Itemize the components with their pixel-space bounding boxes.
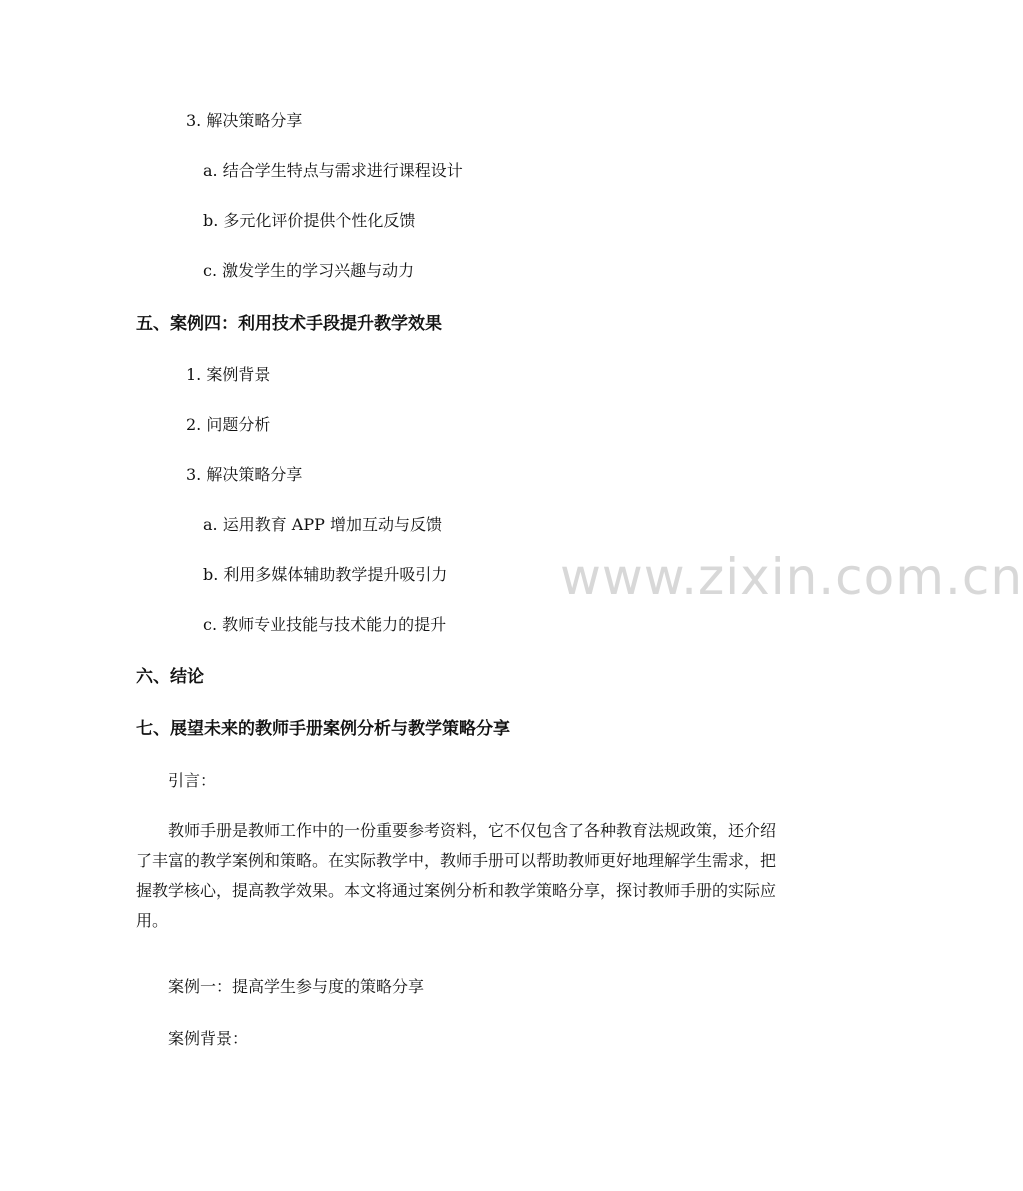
section-heading-6: 六、结论 (136, 667, 204, 687)
list-item-sub-a: a. 结合学生特点与需求进行课程设计 (203, 161, 463, 180)
watermark: www.zixin.com.cn (560, 548, 1023, 606)
list-item-sub-c-2: c. 教师专业技能与技术能力的提升 (203, 615, 447, 634)
list-item-background: 1. 案例背景 (186, 365, 271, 384)
case-one-title: 案例一：提高学生参与度的策略分享 (168, 977, 425, 996)
case-background-label: 案例背景： (168, 1029, 249, 1048)
list-item-sub-a-2: a. 运用教育 APP 增加互动与反馈 (203, 515, 442, 534)
list-item-sub-b: b. 多元化评价提供个性化反馈 (203, 211, 416, 230)
list-item-sub-c: c. 激发学生的学习兴趣与动力 (203, 261, 415, 280)
section-heading-7: 七、展望未来的教师手册案例分析与教学策略分享 (136, 719, 510, 739)
intro-label: 引言： (168, 771, 217, 790)
intro-paragraph: 教师手册是教师工作中的一份重要参考资料，它不仅包含了各种教育法规政策，还介绍了丰富的教学案例和策略。在实际教学中，教师手册可以帮助教师更好地理解学生需求，把握教学核心，提高教学效果。本文将通过案例分析和教学策略分享，探讨教师手册的实际应用。 (136, 821, 777, 930)
section-heading-5: 五、案例四：利用技术手段提升教学效果 (136, 314, 442, 334)
list-item-strategy-share-2: 3. 解决策略分享 (186, 465, 303, 484)
list-item-sub-b-2: b. 利用多媒体辅助教学提升吸引力 (203, 565, 448, 584)
list-item-analysis: 2. 问题分析 (186, 415, 271, 434)
list-item-strategy-share: 3. 解决策略分享 (186, 111, 303, 130)
